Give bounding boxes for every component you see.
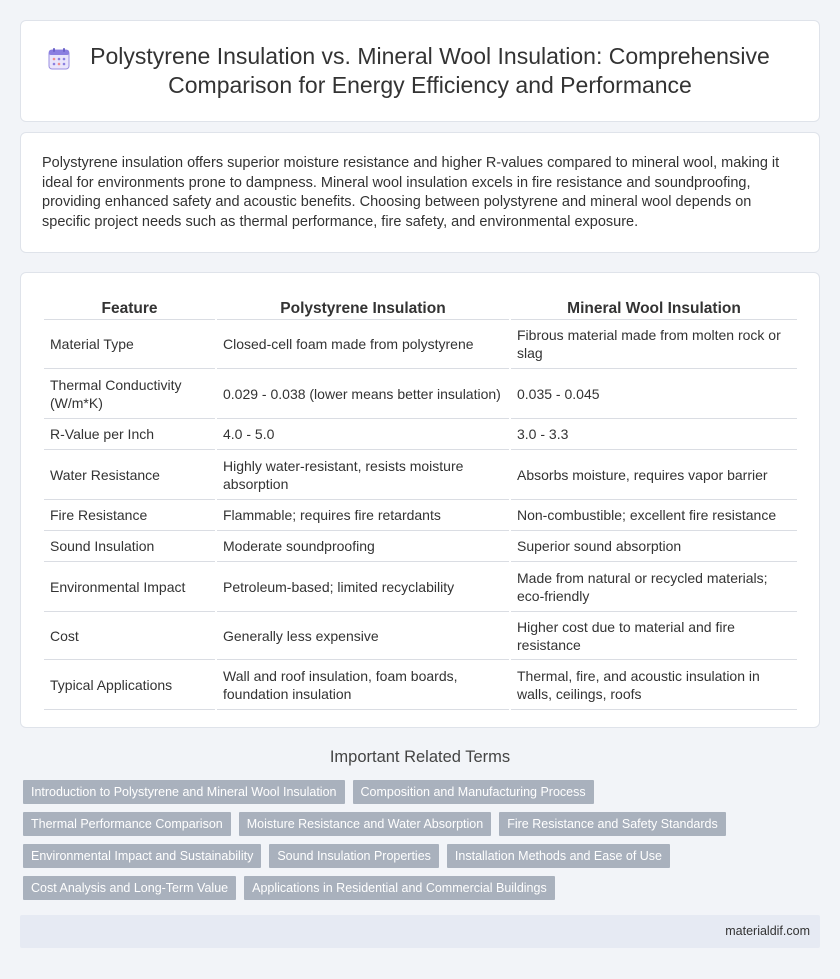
table-row	[44, 369, 797, 419]
table-cell: Thermal, fire, and acoustic insulation in walls, ceilings, roofs	[511, 660, 797, 710]
table-row	[44, 500, 797, 531]
table-cell: Closed-cell foam made from polystyrene	[217, 320, 509, 369]
comparison-card	[20, 272, 820, 728]
table-cell: R-Value per Inch	[44, 419, 215, 450]
related-term-tag[interactable]: Introduction to Polystyrene and Mineral Wool Insulation	[23, 780, 345, 804]
intro-card	[20, 132, 820, 253]
table-row	[44, 612, 797, 660]
table-row	[44, 562, 797, 612]
table-cell: Fire Resistance	[44, 500, 215, 531]
table-cell: Typical Applications	[44, 660, 215, 710]
table-cell: Cost	[44, 612, 215, 660]
table-cell: Thermal Conductivity (W/m*K)	[44, 369, 215, 419]
page-title: Polystyrene Insulation vs. Mineral Wool Insulation: Comprehensive Comparison for Energy Efficiency and Performance	[90, 43, 770, 98]
related-term-tag[interactable]: Sound Insulation Properties	[269, 844, 439, 868]
table-cell: 0.029 - 0.038 (lower means better insulation)	[217, 369, 509, 419]
related-terms-tags	[23, 780, 803, 900]
table-cell: 3.0 - 3.3	[511, 419, 797, 450]
intro-paragraph: Polystyrene insulation offers superior moisture resistance and higher R-values compared to mineral wool, making it ideal for environments prone to dampness. Mineral wool insulation excels in fire resistance and soundproofing, providing enhanced safety and acoustic benefits. Choosing between polystyrene and mineral wool depends on specific project needs such as thermal performance, fire safety, and environmental exposure.	[42, 155, 780, 230]
table-cell: Material Type	[44, 320, 215, 369]
table-cell: Water Resistance	[44, 450, 215, 500]
related-term-tag[interactable]: Installation Methods and Ease of Use	[447, 844, 670, 868]
footer-site-link[interactable]: materialdif.com	[725, 924, 810, 938]
related-term-tag[interactable]: Applications in Residential and Commercial Buildings	[244, 876, 555, 900]
table-row	[44, 419, 797, 450]
table-cell: Flammable; requires fire retardants	[217, 500, 509, 531]
table-cell: 0.035 - 0.045	[511, 369, 797, 419]
related-term-tag[interactable]: Fire Resistance and Safety Standards	[499, 812, 726, 836]
table-cell: Sound Insulation	[44, 531, 215, 562]
table-cell: 4.0 - 5.0	[217, 419, 509, 450]
table-row	[44, 531, 797, 562]
table-cell: Made from natural or recycled materials; eco-friendly	[511, 562, 797, 612]
table-cell: Wall and roof insulation, foam boards, foundation insulation	[217, 660, 509, 710]
table-cell: Non-combustible; excellent fire resistance	[511, 500, 797, 531]
table-cell: Generally less expensive	[217, 612, 509, 660]
related-term-tag[interactable]: Cost Analysis and Long-Term Value	[23, 876, 236, 900]
header-mineral-wool: Mineral Wool Insulation	[511, 296, 797, 320]
table-row	[44, 450, 797, 500]
table-cell: Absorbs moisture, requires vapor barrier	[511, 450, 797, 500]
related-term-tag[interactable]: Composition and Manufacturing Process	[353, 780, 594, 804]
header-polystyrene: Polystyrene Insulation	[217, 296, 509, 320]
comparison-table	[42, 296, 799, 710]
title-card	[20, 20, 820, 122]
table-cell: Fibrous material made from molten rock or slag	[511, 320, 797, 369]
table-cell: Superior sound absorption	[511, 531, 797, 562]
table-cell: Petroleum-based; limited recyclability	[217, 562, 509, 612]
related-term-tag[interactable]: Thermal Performance Comparison	[23, 812, 231, 836]
table-cell: Highly water-resistant, resists moisture absorption	[217, 450, 509, 500]
footer	[20, 915, 820, 948]
table-row	[44, 320, 797, 369]
header-feature: Feature	[44, 296, 215, 320]
related-terms-title: Important Related Terms	[329, 748, 511, 766]
table-cell: Higher cost due to material and fire resistance	[511, 612, 797, 660]
related-term-tag[interactable]: Environmental Impact and Sustainability	[23, 844, 261, 868]
table-row	[44, 660, 797, 710]
related-term-tag[interactable]: Moisture Resistance and Water Absorption	[239, 812, 491, 836]
table-header-row	[44, 296, 797, 320]
table-cell: Moderate soundproofing	[217, 531, 509, 562]
table-cell: Environmental Impact	[44, 562, 215, 612]
